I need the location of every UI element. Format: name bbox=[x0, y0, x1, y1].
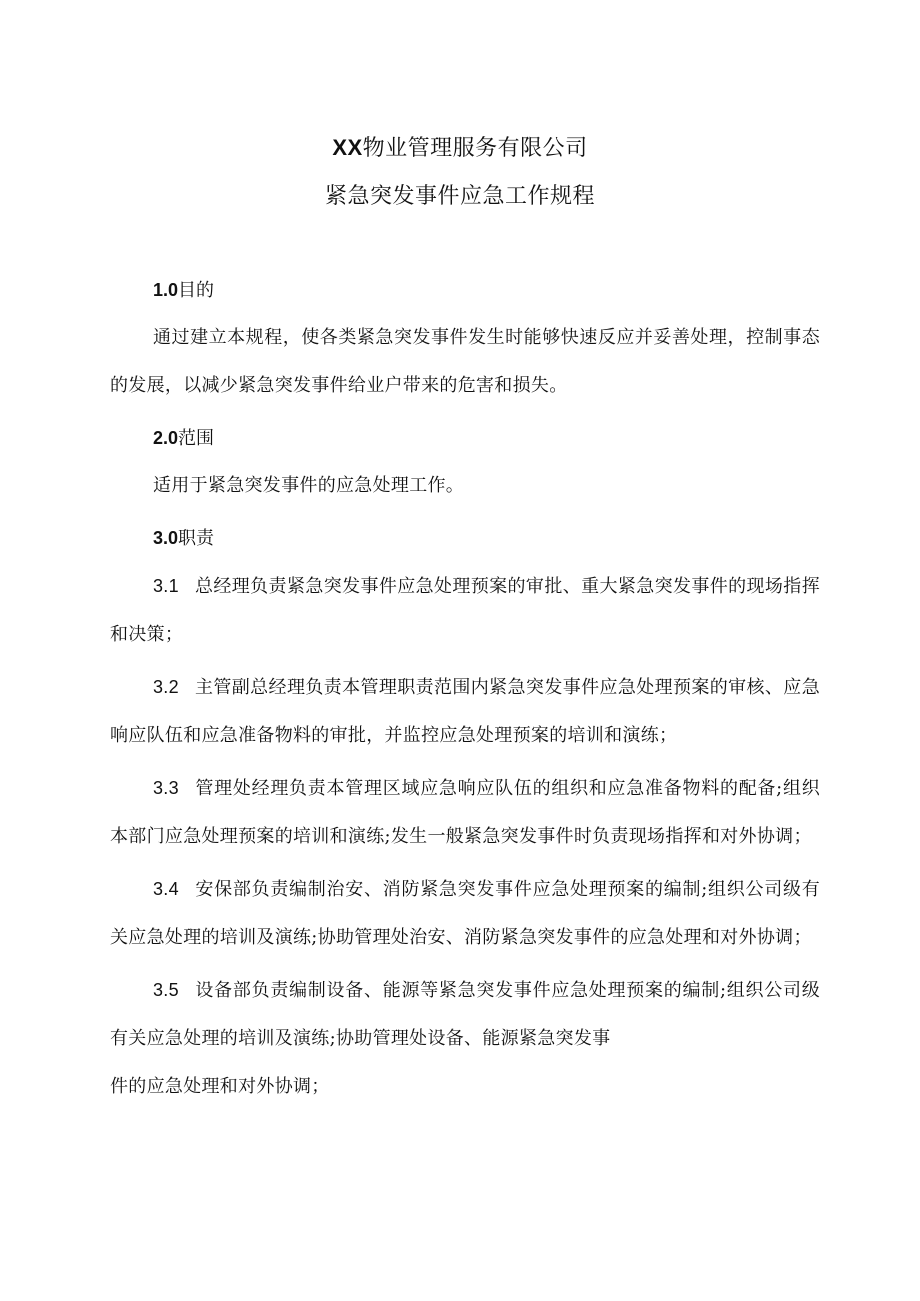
item-text: 安保部负责编制治安、消防紧急突发事件应急处理预案的编制;组织公司级有关应急处理的培训及演练;协助管理处治安、消防紧急突发事件的应急处理和对外协调； bbox=[110, 879, 820, 948]
responsibility-item bbox=[110, 966, 820, 1111]
item-text-continued: 件的应急处理和对外协调； bbox=[110, 1076, 330, 1097]
responsibility-item bbox=[110, 663, 820, 760]
company-name-prefix: XX bbox=[332, 135, 363, 160]
section-text-scope: 适用于紧急突发事件的应急处理工作。 bbox=[153, 475, 465, 496]
document-subtitle: 紧急突发事件应急工作规程 bbox=[324, 184, 595, 209]
document-body bbox=[110, 266, 820, 1115]
item-number: 3.5 bbox=[153, 980, 179, 1000]
item-text: 设备部负责编制设备、能源等紧急突发事件应急处理预案的编制;组织公司级有关应急处理的培训及演练;协助管理处设备、能源紧急突发事 bbox=[110, 980, 820, 1049]
company-name-rest: 物业管理服务有限公司 bbox=[362, 136, 588, 161]
document-title bbox=[0, 124, 920, 221]
responsibility-item bbox=[110, 562, 820, 659]
item-text: 主管副总经理负责本管理职责范围内紧急突发事件应急处理预案的审核、应急响应队伍和应急准备物料的审批，并监控应急处理预案的培训和演练； bbox=[110, 677, 820, 746]
item-text: 总经理负责紧急突发事件应急处理预案的审批、重大紧急突发事件的现场指挥和决策； bbox=[110, 576, 820, 645]
item-number: 3.1 bbox=[153, 576, 179, 596]
section-number: 1.0 bbox=[153, 280, 179, 300]
section-text-purpose: 通过建立本规程，使各类紧急突发事件发生时能够快速反应并妥善处理，控制事态的发展，以减少紧急突发事件给业户带来的危害和损失。 bbox=[110, 327, 820, 396]
section-heading-responsibilities bbox=[110, 514, 820, 562]
section-number: 3.0 bbox=[153, 528, 179, 548]
responsibility-item bbox=[110, 764, 820, 861]
section-number: 2.0 bbox=[153, 428, 179, 448]
section-heading-scope bbox=[110, 414, 820, 462]
item-number: 3.4 bbox=[153, 879, 179, 899]
section-heading-purpose bbox=[110, 266, 820, 314]
section-title: 职责 bbox=[178, 528, 215, 549]
company-name bbox=[0, 124, 920, 173]
item-number: 3.3 bbox=[153, 778, 179, 798]
section-title: 目的 bbox=[178, 280, 215, 301]
item-number: 3.2 bbox=[153, 677, 179, 697]
item-text: 管理处经理负责本管理区域应急响应队伍的组织和应急准备物料的配备;组织本部门应急处理预案的培训和演练;发生一般紧急突发事件时负责现场指挥和对外协调； bbox=[110, 778, 820, 847]
responsibility-item bbox=[110, 865, 820, 962]
section-title: 范围 bbox=[178, 428, 215, 449]
